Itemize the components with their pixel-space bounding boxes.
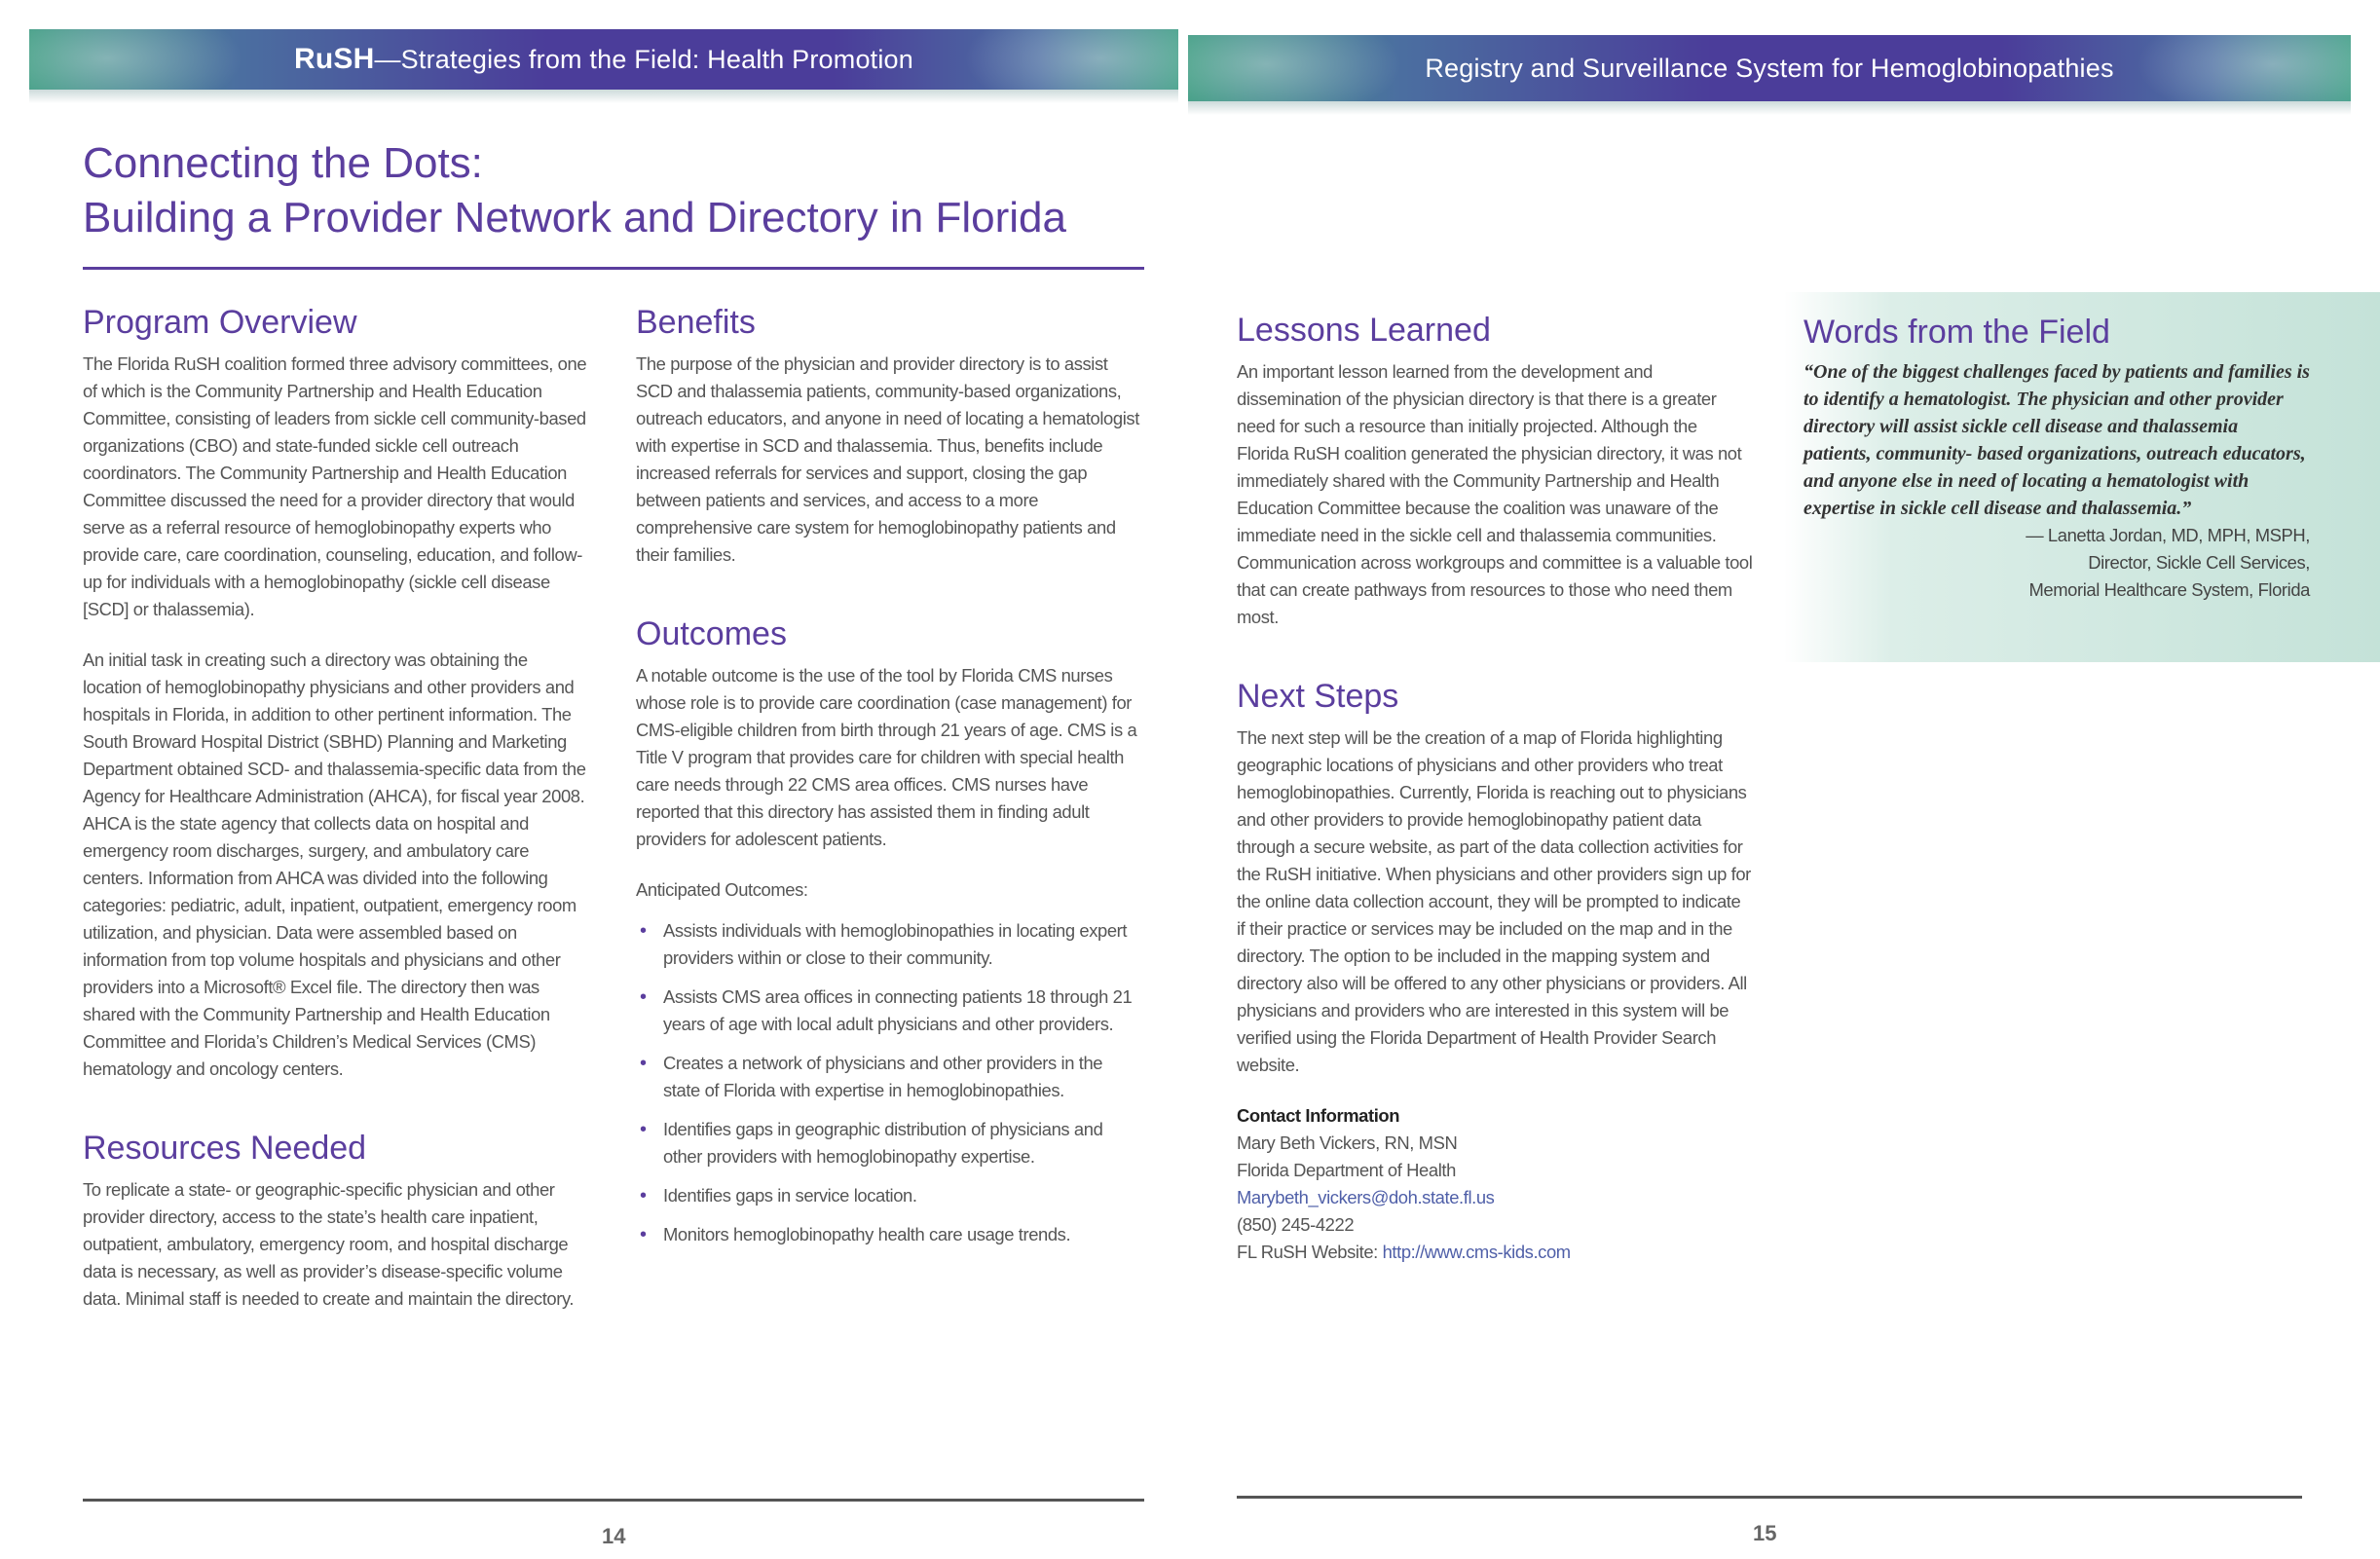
banner-shadow bbox=[1188, 101, 2351, 115]
quote-box bbox=[1784, 292, 2380, 662]
contact-phone: (850) 245-4222 bbox=[1237, 1214, 1355, 1235]
quote-attribution-3: Memorial Healthcare System, Florida bbox=[2028, 579, 2310, 600]
header-banner-text bbox=[294, 29, 913, 90]
section-heading-resources-needed: Resources Needed bbox=[83, 1130, 367, 1167]
banner-shadow bbox=[29, 90, 1178, 103]
paragraph: The next step will be the creation of a map of Florida highlighting geographic locations of physicians and other providers who treat hemoglobinopathies. Currently, Florida is reaching out to physicians and other providers to provide hemoglobinopathy patient data through a secure website, as part of the data collection activities for the RuSH initiative. When physicians and other providers sign up for the online data collection account, they will be prompted to indicate if their practice or services may be included on the map and in the directory. The option to be included in the mapping system and directory also will be offered to any other physicians or providers. All physicians and providers who are interested in this system will be verified using the Florida Department of Health Provider Search website. bbox=[1237, 727, 1751, 1075]
list-item: • Monitors hemoglobinopathy health care usage trends. bbox=[636, 1221, 1142, 1248]
title-line-2: Building a Provider Network and Directory in Florida bbox=[83, 194, 1066, 241]
bullet-icon: • bbox=[640, 986, 647, 1008]
anticipated-outcomes-label: Anticipated Outcomes: bbox=[636, 879, 808, 900]
list-item: • Creates a network of physicians and other providers in the state of Florida with expertise in hemoglobinopathies. bbox=[636, 1050, 1142, 1104]
section-heading-outcomes: Outcomes bbox=[636, 615, 787, 652]
right-column bbox=[636, 302, 1142, 1260]
quote-attribution-1: — Lanetta Jordan, MD, MPH, MSPH, bbox=[2026, 525, 2310, 545]
bullet-icon: • bbox=[640, 1053, 647, 1074]
title-line-1: Connecting the Dots: bbox=[83, 139, 483, 187]
paragraph: A notable outcome is the use of the tool by Florida CMS nurses whose role is to provide care coordination (case management) for CMS-eligible children from birth through 21 years of age. CMS is a Title V program that provides care for children with special health care needs through 22 CMS area offices. CMS nurses have reported that this directory has assisted them in finding adult providers for adolescent patients. bbox=[636, 665, 1137, 849]
contact-email-link[interactable]: Marybeth_vickers@doh.state.fl.us bbox=[1237, 1187, 1495, 1207]
header-banner-left bbox=[29, 29, 1178, 90]
header-banner-right bbox=[1188, 35, 2351, 101]
footer-divider bbox=[1237, 1496, 2302, 1499]
section-heading-next-steps: Next Steps bbox=[1237, 678, 1399, 715]
outcomes-list bbox=[636, 917, 1142, 1248]
section-heading-program-overview: Program Overview bbox=[83, 304, 357, 341]
title-divider bbox=[83, 267, 1144, 270]
bullet-icon: • bbox=[640, 920, 647, 942]
page-number: 14 bbox=[602, 1524, 626, 1548]
website-link[interactable]: http://www.cms-kids.com bbox=[1382, 1242, 1571, 1262]
paragraph: The Florida RuSH coalition formed three advisory committees, one of which is the Community Partnership and Health Education Committee, consisting of leaders from sickle cell community-based organizations (CBO) and state-funded sickle cell outreach coordinators. The Community Partnership and Health Education Committee discussed the need for a provider directory that would serve as a referral resource of hemoglobinopathy experts who provide care, care coordination, counseling, education, and follow-up for individuals with a hemoglobinopathy (sickle cell disease [SCD] or thalassemia). bbox=[83, 353, 587, 619]
paragraph: To replicate a state- or geographic-specific physician and other provider directory, access to the state’s health care inpatient, outpatient, ambulatory, emergency room, and hospital discharge data is necessary, as well as provider’s disease-specific volume data. Minimal staff is needed to create and maintain the directory. bbox=[83, 1179, 575, 1309]
section-heading-lessons-learned: Lessons Learned bbox=[1237, 312, 1491, 349]
header-title: Registry and Surveillance System for Hemoglobinopathies bbox=[1425, 54, 2114, 83]
brand-name: RuSH bbox=[293, 43, 375, 75]
page-right bbox=[1188, 0, 2380, 1559]
contact-website: FL RuSH Website: http://www.cms-kids.com bbox=[1237, 1242, 1571, 1262]
quote-text: “One of the biggest challenges faced by patients and families is to identify a hematologist. The physician and other provider directory will assist sickle cell disease and thalassemia patients, community- based organizations, outreach educators, and anyone else in need of locating a hematologist with expertise in sickle cell disease and thalassemia.” bbox=[1804, 361, 2310, 519]
page-number: 15 bbox=[1753, 1521, 1777, 1545]
footer-divider bbox=[83, 1499, 1144, 1502]
contact-heading: Contact Information bbox=[1237, 1105, 1400, 1126]
contact-name: Mary Beth Vickers, RN, MSN bbox=[1237, 1132, 1458, 1153]
paragraph: An important lesson learned from the development and dissemination of the physician directory is that there is a greater need for such a resource than initially projected. Although the Florida RuSH coalition generated the physician directory, it was not immediately shared with the Community Partnership and Health Education Committee because the coalition was unaware of the immediate need in the sickle cell and thalassemia communities. Communication across workgroups and committee is a valuable tool that can create pathways from resources to those who need them most. bbox=[1237, 361, 1753, 627]
list-item: • Identifies gaps in service location. bbox=[636, 1182, 1142, 1209]
left-column bbox=[83, 302, 589, 1336]
quote-content bbox=[1804, 312, 2310, 604]
quote-attribution-2: Director, Sickle Cell Services, bbox=[2088, 552, 2310, 573]
header-title: —Strategies from the Field: Health Promotion bbox=[374, 45, 913, 74]
page-title bbox=[83, 136, 1154, 245]
paragraph: The purpose of the physician and provider directory is to assist SCD and thalassemia patients, community-based organizations, outreach educators, and anyone in need of locating a hematologist with expertise in SCD and thalassemia. Thus, benefits include increased referrals for services and support, closing the gap between patients and services, and access to a more comprehensive care system for hemoglobinopathy patients and their families. bbox=[636, 353, 1139, 565]
contact-org: Florida Department of Health bbox=[1237, 1160, 1456, 1180]
page-left bbox=[0, 0, 1186, 1559]
section-heading-words-from-field: Words from the Field bbox=[1804, 314, 2110, 351]
left-column bbox=[1237, 310, 1753, 1266]
list-item: • Identifies gaps in geographic distribution of physicians and other providers with hemoglobinopathy expertise. bbox=[636, 1116, 1142, 1170]
bullet-icon: • bbox=[640, 1119, 647, 1140]
paragraph: An initial task in creating such a directory was obtaining the location of hemoglobinopathy physicians and other providers and hospitals in Florida, in addition to other pertinent information. The South Broward Hospital District (SBHD) Planning and Marketing Department obtained SCD- and thalassemia-specific data from the Agency for Healthcare Administration (AHCA), for fiscal year 2008. AHCA is the state agency that collects data on hospital and emergency room discharges, surgery, and ambulatory care centers. Information from AHCA was divided into the following categories: pediatric, adult, inpatient, outpatient, emergency room utilization, and physician. Data were assembled based on information from top volume hospitals and physicians and other providers into a Microsoft® Excel file. The directory then was shared with the Community Partnership and Health Education Committee and Florida’s Children’s Medical Services (CMS) hematology and oncology centers. bbox=[83, 650, 586, 1079]
list-item: • Assists individuals with hemoglobinopathies in locating expert providers within or close to their community. bbox=[636, 917, 1142, 972]
section-heading-benefits: Benefits bbox=[636, 304, 756, 341]
bullet-icon: • bbox=[640, 1224, 647, 1245]
bullet-icon: • bbox=[640, 1185, 647, 1206]
list-item: • Assists CMS area offices in connecting patients 18 through 21 years of age with local adult physicians and other providers. bbox=[636, 984, 1142, 1038]
